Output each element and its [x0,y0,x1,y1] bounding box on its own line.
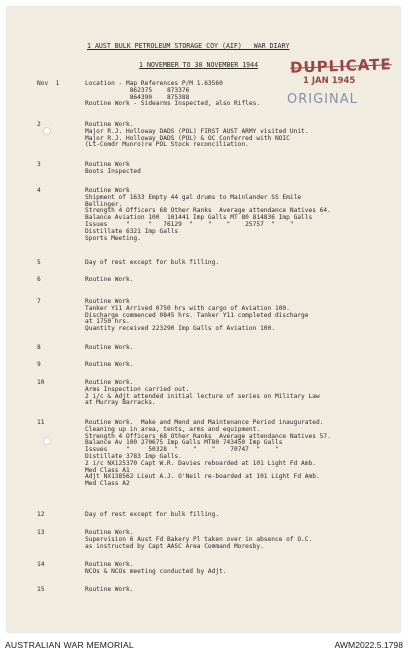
entry-line: Location - Map References P/M 1.63560 [85,80,223,87]
entry-day: 13 [37,529,45,536]
entry-line: Routine Work. [85,361,134,368]
entry-line: Balance Av 100 270675 Imp Galls MT80 743450 Imp Galls [85,439,283,447]
entry-day: 11 [37,419,45,426]
entry-line: Adjt NX138562 Lieut A.J. O'Neil re-boarded at 101 Light Fd Amb. [85,473,320,481]
entry-line: Routine Work. [85,276,134,283]
entry-line: Issues " 50328 " " " 70747 " " [85,446,279,454]
entry-line: Routine Work. [85,529,134,536]
entry-text [85,587,133,594]
entry-line: 2 i/c & Adjt attended initial lecture of series on Military Law [85,392,320,400]
diary-title: 1 AUST BULK PETROLEUM STORAGE COY (AIF) WAR DIARY [87,42,290,50]
entry-line: Major R.J. Holloway DADS (POL) FIRST AUST ARMY visited Unit. [85,127,309,135]
entry-text [85,162,141,176]
entry-line: Routine Work. [85,344,134,351]
entry-line: Routine Work - Sidearms Inspected, also Rifles. [85,100,261,108]
entry-line: Routine Work. [85,586,134,593]
entry-text [85,122,309,149]
entry-line: NCOs & NCOs meeting conducted by Adjt. [85,567,227,575]
entry-line: Major R.J. Holloway DADS (POL) & OC Conferred with NOIC [85,134,290,142]
entry-text [85,380,320,407]
entry-line: 864390 875388 [85,93,190,101]
entry-line: Strength 4 Officers 68 Other Ranks Average attendance Natives 64. [85,207,331,215]
entry-line: Day of rest except for bulk filling. [85,511,220,518]
entry-day: 12 [37,511,45,518]
entry-day: 8 [37,344,41,351]
entry-line: Quantity received 223290 Imp Galls of Aviation 100. [85,325,275,333]
entry-day: 15 [37,586,45,593]
entry-line: Routine Work [85,187,130,194]
entry-day: 14 [37,561,45,568]
entry-day: 2 [37,121,41,128]
entry-line: Bellinger. [85,200,123,208]
entry-text [85,530,312,550]
entry-day: 5 [37,259,41,266]
entry-line: Day of rest except for bulk filling. [85,259,220,266]
entry-text [85,562,227,576]
diary-page [7,7,400,632]
entry-text [85,345,133,352]
entry-line: Routine Work. [85,561,134,568]
entry-line: Distillate 3783 Imp Galls. [85,452,182,460]
entry-line: Distillate 6321 Imp Galls [85,227,179,235]
entry-line: Routine Work [85,161,130,168]
entry-day: 10 [37,379,45,386]
footer-bar [0,638,407,653]
entry-line: Balance Aviation 100 101441 Imp Galls MT 80 814836 Imp Galls [85,214,313,222]
entry-line: Med Class A1 [85,466,130,474]
entry-line: at Murray Barracks. [85,399,156,407]
original-stamp: ORIGINAL [287,92,358,107]
entry-text [85,362,133,369]
received-date-stamp: 1 JAN 1945 [303,76,356,86]
diary-period: 1 NOVEMBER TO 30 NOVEMBER 1944 [139,61,259,69]
entry-line: Supervision 6 Aust Fd Bakery Pl taken over in absence of O.C. [85,535,313,543]
entry-line: Routine Work. Make and Mend and Maintenance Period inaugurated. [85,419,324,426]
entry-text [85,188,331,242]
entry-line: Arms Inspection carried out. [85,385,190,393]
entry-day: 3 [37,161,41,168]
entry-line: Routine Work [85,298,130,305]
duplicate-stamp: DUPLICATE [289,55,392,77]
entry-text [85,512,219,519]
entry-line: Cleaning up in area, tents, arms and equipment. [85,425,261,433]
entry-line: as instructed by Capt AASC Area Command Moresby. [85,542,264,550]
entry-line: (Lt-Comdr Munro)re POL Stock reconciliation. [85,141,249,149]
entry-text [85,299,309,333]
footer-accession-number: AWM2022.5.1798 [334,640,403,650]
entry-text [85,277,133,284]
entry-day: Nov 1 [37,80,60,87]
entry-line: Med Class A2 [85,480,130,488]
entry-line: Discharge commenced 0845 hrs. Tanker Y11 completed discharge [85,311,309,319]
entry-line: Routine Work. [85,121,134,128]
entry-line: 2 i/c NX125370 Capt W.R. Davies reboarded at 101 Light Fd Amb. [85,459,316,467]
footer-institution: AUSTRALIAN WAR MEMORIAL [5,640,134,650]
entry-text [85,81,260,108]
entry-day: 6 [37,276,41,283]
entry-line: Sports Meeting. [85,234,141,242]
punch-hole [43,437,51,445]
entry-line: at 1750 hrs. [85,318,130,326]
entry-line: Routine Work. [85,379,134,386]
entry-text [85,260,219,267]
entry-line: Boots Inspected [85,167,141,175]
entry-line: Tanker Y11 Arrived 0750 hrs with cargo of Aviation 100. [85,304,290,312]
entry-day: 9 [37,361,41,368]
entry-line: Shipment of 1633 Empty 44 gal drums to Mainlander SS Emile [85,193,302,201]
entry-line: Issues " " 76129 " " " 25757 " " [85,220,294,228]
entry-day: 7 [37,298,41,305]
entry-text [85,420,331,488]
entry-line: Strength 4 Officers 68 Other Ranks Average attendance Natives 57. [85,432,331,440]
entry-line: 862375 873376 [85,86,190,94]
entry-day: 4 [37,187,41,194]
